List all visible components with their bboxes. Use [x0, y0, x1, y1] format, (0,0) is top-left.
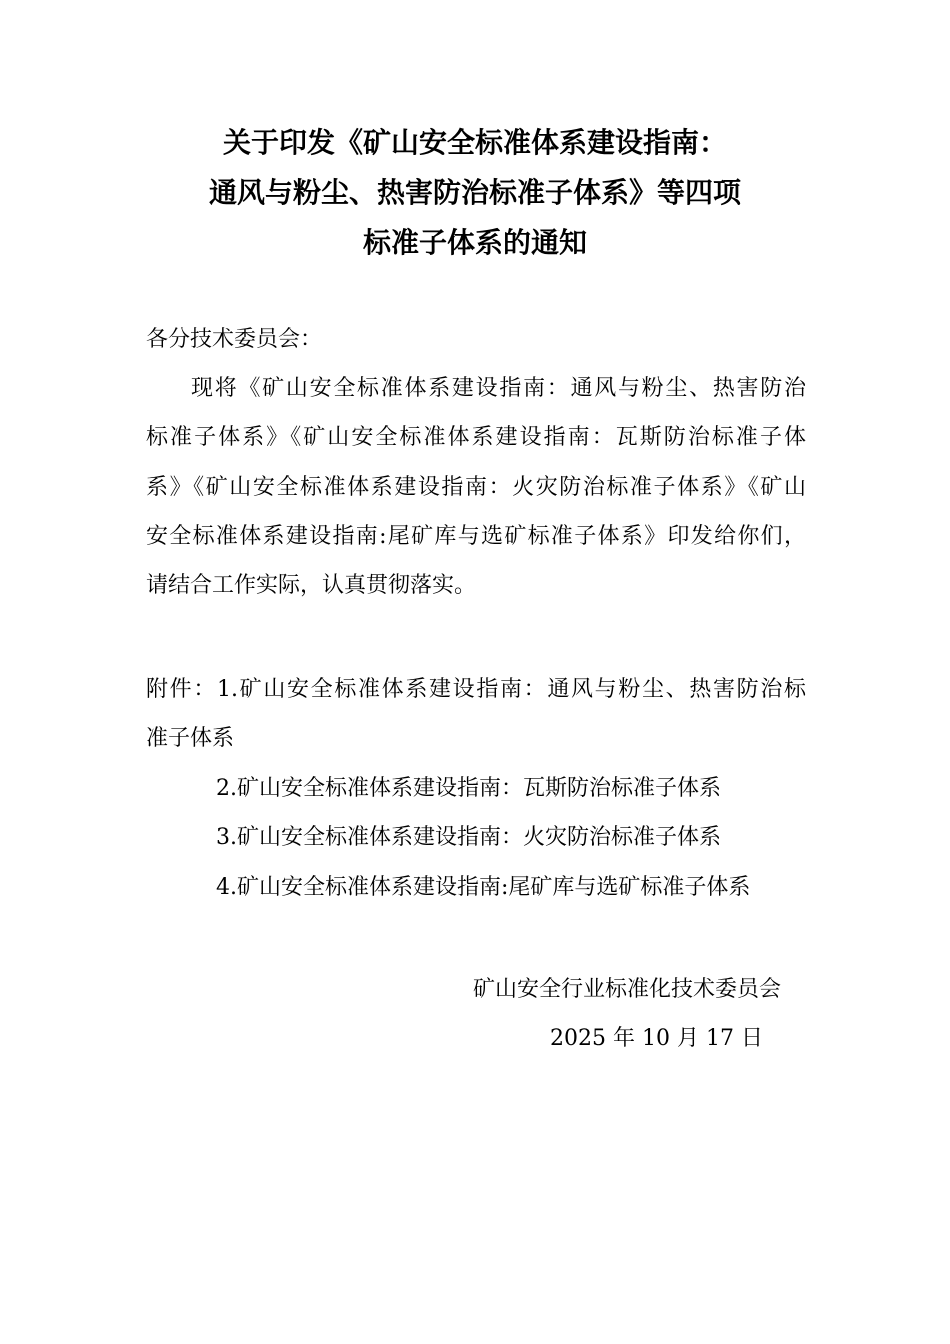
body-line-3: 系》《矿山安全标准体系建设指南：火灾防治标准子体系》《矿山	[146, 475, 806, 500]
issue-date: 2025 年 10 月 17 日	[550, 1026, 763, 1051]
attachment-item-2: 2.矿山安全标准体系建设指南：瓦斯防治标准子体系	[216, 776, 721, 801]
attachment-heading-line: 附件：1.矿山安全标准体系建设指南：通风与粉尘、热害防治标	[146, 677, 806, 702]
issuing-organization: 矿山安全行业标准化技术委员会	[473, 977, 782, 1002]
body-line-2: 标准子体系》《矿山安全标准体系建设指南：瓦斯防治标准子体	[146, 425, 806, 450]
attachment-heading-continuation: 准子体系	[146, 726, 235, 751]
body-line-1: 现将《矿山安全标准体系建设指南：通风与粉尘、热害防治	[191, 376, 806, 401]
body-line-5: 请结合工作实际，认真贯彻落实。	[146, 573, 477, 598]
attachment-item-4: 4.矿山安全标准体系建设指南:尾矿库与选矿标准子体系	[216, 875, 751, 900]
document-title-line-3: 标准子体系的通知	[362, 226, 587, 259]
document-title-line-2: 通风与粉尘、热害防治标准子体系》等四项	[208, 176, 741, 209]
body-line-4: 安全标准体系建设指南:尾矿库与选矿标准子体系》印发给你们，	[146, 524, 806, 549]
document-title-line-1: 关于印发《矿山安全标准体系建设指南：	[222, 126, 727, 159]
salutation: 各分技术委员会：	[146, 327, 323, 352]
attachment-item-3: 3.矿山安全标准体系建设指南：火灾防治标准子体系	[216, 825, 721, 850]
